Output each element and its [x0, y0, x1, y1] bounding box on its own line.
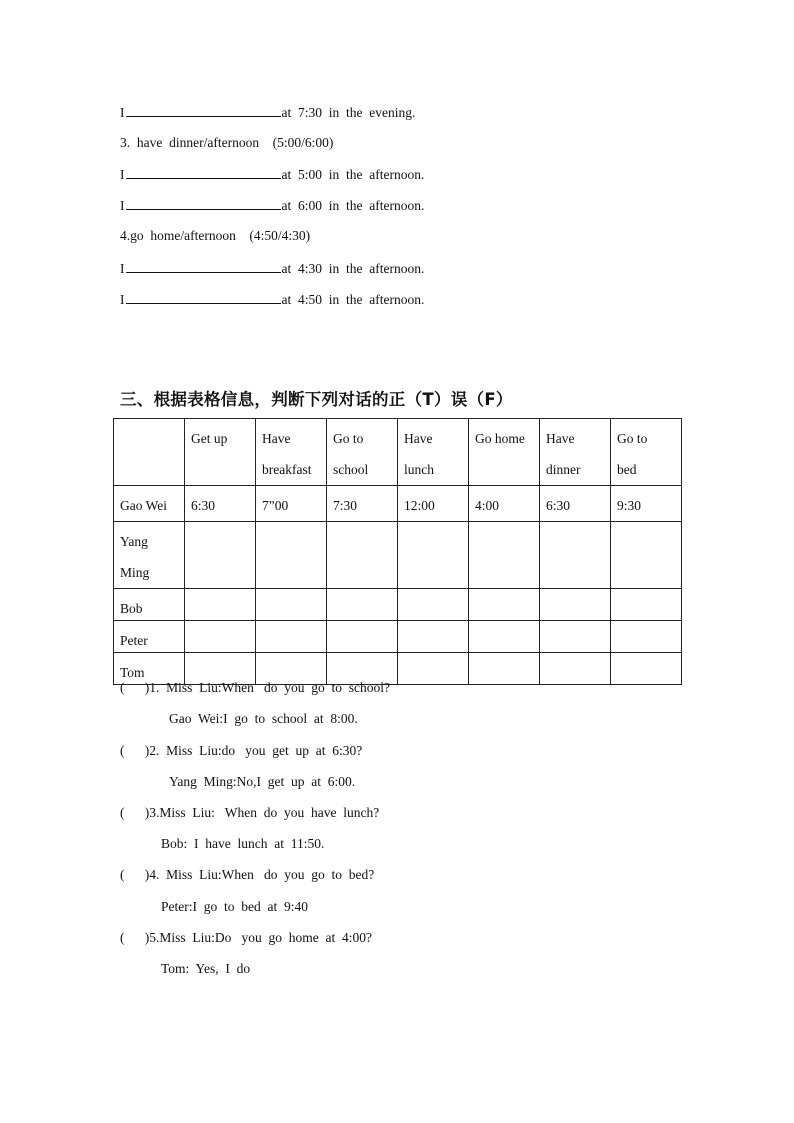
answer-suffix: at 6:00 in the afternoon.: [281, 198, 425, 213]
table-cell[interactable]: [469, 522, 540, 589]
table-cell[interactable]: [256, 621, 327, 653]
row-name-text: Tom: [120, 665, 145, 680]
table-cell[interactable]: [327, 621, 398, 653]
header-text-line: Get up: [191, 431, 228, 446]
table-cell[interactable]: [611, 589, 682, 621]
table-cell: [611, 486, 682, 522]
table-cell: [540, 486, 611, 522]
table-header-cell: [185, 419, 256, 486]
header-text-line: breakfast: [262, 462, 312, 477]
row-name-text: Peter: [120, 633, 148, 648]
cell-value: 6:30: [546, 498, 571, 513]
table-cell: [185, 486, 256, 522]
section3-title: 三、根据表格信息，判断下列对话的正（T）误（F）: [120, 390, 513, 409]
table-cell[interactable]: [469, 589, 540, 621]
table-cell[interactable]: [185, 589, 256, 621]
row-name-text: Ming: [120, 565, 150, 580]
header-text-line: bed: [617, 462, 637, 477]
table-row: [114, 522, 682, 589]
table-cell[interactable]: [398, 589, 469, 621]
cell-value: 7”00: [262, 498, 289, 513]
cell-value: 9:30: [617, 498, 642, 513]
header-text-line: Go home: [475, 431, 525, 446]
answer-prefix: I: [120, 198, 125, 213]
row-name-text: Bob: [120, 601, 143, 616]
cell-value: 6:30: [191, 498, 216, 513]
answer-4: Peter:I go to bed at 9:40: [161, 899, 308, 914]
table-header-cell: [327, 419, 398, 486]
table-cell: [327, 486, 398, 522]
table-cell[interactable]: [256, 589, 327, 621]
cell-value: 7:30: [333, 498, 358, 513]
answer-prefix: I: [120, 167, 125, 182]
answer-suffix: at 4:30 in the afternoon.: [281, 261, 425, 276]
cell-value: 4:00: [475, 498, 500, 513]
table-row: [114, 486, 682, 522]
cell-value: 12:00: [404, 498, 435, 513]
header-text-line: lunch: [404, 462, 434, 477]
header-text-line: [191, 454, 255, 485]
table-header-cell: [114, 419, 185, 486]
question-3: ( )3.Miss Liu: When do you have lunch?: [120, 805, 380, 820]
header-text-line: Have: [262, 431, 291, 446]
question-1: ( )1. Miss Liu:When do you go to school?: [120, 680, 390, 695]
header-text-line: dinner: [546, 462, 581, 477]
table-header-cell: [256, 419, 327, 486]
table-cell[interactable]: [327, 589, 398, 621]
answer-2: Yang Ming:No,I get up at 6:00.: [169, 774, 356, 789]
answer-3: Bob: I have lunch at 11:50.: [161, 836, 325, 851]
table-cell[interactable]: [540, 653, 611, 685]
table-cell: [398, 486, 469, 522]
table-cell: [469, 486, 540, 522]
answer-5: Tom: Yes, I do: [161, 961, 251, 976]
table-cell[interactable]: [327, 522, 398, 589]
item4-prompt: 4.go home/afternoon (4:50/4:30): [120, 228, 311, 243]
table-cell[interactable]: [469, 621, 540, 653]
table-cell[interactable]: [398, 653, 469, 685]
item3-prompt: 3. have dinner/afternoon (5:00/6:00): [120, 135, 334, 150]
row-name-cell: [114, 486, 185, 522]
answer-suffix: at 4:50 in the afternoon.: [281, 292, 425, 307]
table-cell[interactable]: [185, 522, 256, 589]
answer-blank[interactable]: [126, 102, 281, 117]
question-5: ( )5.Miss Liu:Do you go home at 4:00?: [120, 930, 372, 945]
header-text-line: Have: [404, 431, 433, 446]
table-header-cell: [540, 419, 611, 486]
answer-1: Gao Wei:I go to school at 8:00.: [169, 711, 358, 726]
question-4: ( )4. Miss Liu:When do you go to bed?: [120, 867, 375, 882]
answer-suffix: at 5:00 in the afternoon.: [281, 167, 425, 182]
table-cell[interactable]: [540, 522, 611, 589]
table-cell[interactable]: [256, 522, 327, 589]
table-header-cell: [611, 419, 682, 486]
answer-line-2b: [120, 102, 415, 123]
answer-blank[interactable]: [126, 258, 281, 273]
answer-prefix: I: [120, 261, 125, 276]
schedule-table: [113, 418, 682, 685]
table-cell: [256, 486, 327, 522]
table-cell[interactable]: [398, 522, 469, 589]
table-cell[interactable]: [469, 653, 540, 685]
header-text-line: Go to: [617, 431, 648, 446]
answer-line-3a: [120, 164, 424, 185]
table-cell[interactable]: [398, 621, 469, 653]
answer-suffix: at 7:30 in the evening.: [281, 105, 416, 120]
table-cell[interactable]: [185, 621, 256, 653]
table-row: [114, 589, 682, 621]
answer-blank[interactable]: [126, 164, 281, 179]
answer-line-4a: [120, 258, 424, 279]
answer-line-3b: [120, 195, 424, 216]
header-text-line: [120, 423, 184, 454]
answer-line-4b: [120, 289, 424, 310]
table-cell[interactable]: [540, 589, 611, 621]
table-cell[interactable]: [611, 522, 682, 589]
row-name-cell: [114, 621, 185, 653]
header-text-line: Have: [546, 431, 575, 446]
header-text-line: [120, 454, 184, 485]
table-cell[interactable]: [611, 653, 682, 685]
answer-prefix: I: [120, 292, 125, 307]
table-row: [114, 621, 682, 653]
row-name-cell: [114, 589, 185, 621]
answer-prefix: I: [120, 105, 125, 120]
header-text-line: [475, 454, 539, 485]
header-text-line: school: [333, 462, 369, 477]
question-2: ( )2. Miss Liu:do you get up at 6:30?: [120, 743, 363, 758]
table-header-cell: [469, 419, 540, 486]
row-name-cell: [114, 522, 185, 589]
answer-blank[interactable]: [126, 289, 281, 304]
header-text-line: Go to: [333, 431, 364, 446]
row-name-text: Yang: [120, 534, 148, 549]
table-cell[interactable]: [611, 621, 682, 653]
table-header-row: [114, 419, 682, 486]
row-name-text: Gao Wei: [120, 498, 168, 513]
table-header-cell: [398, 419, 469, 486]
answer-blank[interactable]: [126, 195, 281, 210]
table-cell[interactable]: [540, 621, 611, 653]
